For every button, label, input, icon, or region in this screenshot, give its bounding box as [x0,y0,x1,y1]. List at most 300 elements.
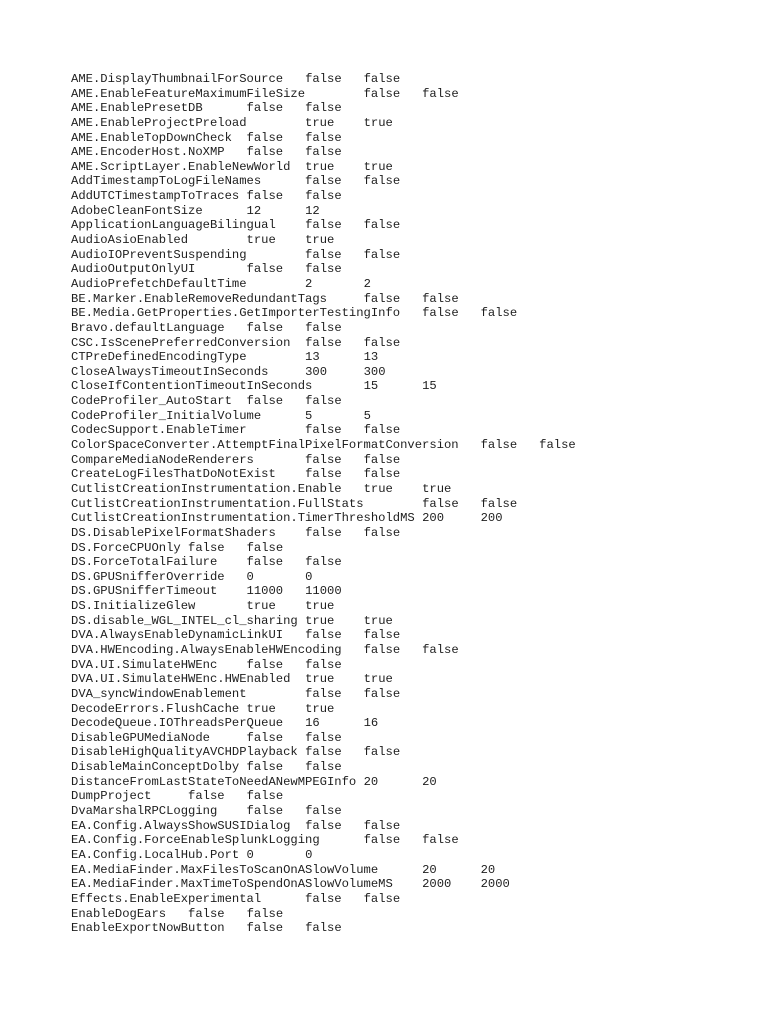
setting-row [71,526,751,541]
setting-default: 5 [363,408,371,423]
tab-gap [247,687,306,701]
setting-value: false [246,130,284,145]
setting-row [71,365,751,380]
setting-default: false [363,335,401,350]
tab-gap [334,672,363,686]
tab-gap [283,321,305,335]
setting-row [71,599,751,614]
setting-value: false [305,247,342,262]
tab-gap [239,702,246,716]
tab-gap [276,467,305,481]
tab-gap [195,262,246,276]
tab-gap [217,804,246,818]
tab-gap [334,116,363,130]
setting-value: true [305,672,335,687]
tab-gap [283,72,305,86]
setting-default: false [305,189,342,204]
tab-gap [276,702,305,716]
setting-row [71,760,751,775]
setting-default: 20 [480,862,496,877]
setting-default: false [305,730,342,745]
setting-value: false [246,262,284,277]
setting-row [71,658,751,673]
setting-default: false [539,438,576,453]
tab-gap [320,716,364,730]
setting-value: 300 [305,364,328,379]
setting-default: 300 [363,364,386,379]
setting-row [71,745,751,760]
setting-row [71,716,751,731]
setting-key: CreateLogFilesThatDoNotExist [71,467,276,482]
setting-value: false [305,891,342,906]
tab-gap [342,892,364,906]
setting-value: false [363,86,401,101]
setting-default: false [246,906,284,921]
setting-value: 0 [246,847,254,862]
tab-gap [181,541,188,555]
setting-default: false [305,804,342,819]
setting-key: DVA.UI.SimulateHWEnc.HWEnabled [71,672,291,687]
setting-key: DS.InitializeGlew [71,599,196,614]
setting-row [71,804,751,819]
setting-value: false [305,174,342,189]
tab-gap [225,921,247,935]
setting-row [71,467,751,482]
setting-default: false [363,525,401,540]
tab-gap [320,833,364,847]
setting-default: 12 [305,203,320,218]
setting-value: true [246,599,276,614]
setting-key: DVA.UI.SimulateHWEnc [71,657,218,672]
tab-gap [320,350,364,364]
tab-gap [342,745,364,759]
tab-gap [342,628,364,642]
setting-default: true [363,613,393,628]
tab-gap [356,775,363,789]
setting-value: false [363,833,401,848]
setting-key: CodeProfiler_AutoStart [71,394,232,409]
tab-gap [247,350,306,364]
tab-gap [298,745,305,759]
tab-gap [276,218,305,232]
setting-key: AME.ScriptLayer.EnableNewWorld [71,159,291,174]
tab-gap [217,658,246,672]
setting-key: AME.DisplayThumbnailForSource [71,72,284,86]
setting-row [71,189,751,204]
settings-dump [71,72,751,936]
setting-row [71,877,751,892]
setting-key: EnableDogEars [71,906,167,921]
tab-gap [290,819,305,833]
setting-default: false [363,745,401,760]
setting-key: EA.MediaFinder.MaxTimeToSpendOnASlowVolumeMS [71,877,393,892]
setting-value: 12 [246,203,262,218]
setting-default: false [422,833,459,848]
tab-gap [378,379,422,393]
setting-default: false [305,262,342,277]
setting-key: AME.EnableFeatureMaximumFileSize [71,86,306,101]
setting-default: false [305,130,342,145]
tab-gap [217,555,246,569]
setting-default: 16 [363,716,379,731]
setting-default: false [480,496,518,511]
setting-default: false [363,686,401,701]
setting-value: 200 [422,511,445,526]
setting-default: false [363,891,401,906]
setting-value: false [305,452,342,467]
setting-row [71,350,751,365]
tab-gap [459,438,481,452]
setting-row [71,131,751,146]
setting-key: DS.DisablePixelFormatShaders [71,525,276,540]
setting-default: false [480,306,518,321]
tab-gap [342,423,364,437]
tab-gap [400,87,422,101]
setting-row [71,570,751,585]
setting-row [71,248,751,263]
setting-key: BE.Media.GetProperties.GetImporterTestingInfo [71,306,401,321]
setting-row [71,87,751,102]
setting-value: false [422,496,459,511]
tab-gap [217,584,246,598]
setting-key: AME.EncoderHost.NoXMP [71,145,225,160]
setting-value: true [246,233,276,248]
setting-default: false [305,101,342,116]
setting-row [71,614,751,629]
setting-value: true [305,115,335,130]
setting-row [71,921,751,936]
tab-gap [451,877,480,891]
setting-key: DVA.AlwaysEnableDynamicLinkUI [71,628,284,643]
setting-row [71,775,751,790]
tab-gap [232,131,247,145]
setting-row [71,672,751,687]
tab-gap [342,72,364,86]
setting-value: false [305,218,342,233]
setting-value: 16 [305,716,320,731]
setting-key: BE.Marker.EnableRemoveRedundantTags [71,291,327,306]
setting-row [71,848,751,863]
setting-value: 5 [305,408,313,423]
setting-value: 11000 [246,584,284,599]
tab-gap [459,306,481,320]
setting-value: 0 [246,569,254,584]
tab-gap [283,145,305,159]
setting-value: false [246,189,284,204]
tab-gap [393,482,422,496]
tab-gap [232,394,247,408]
setting-row [71,789,751,804]
setting-default: false [305,657,342,672]
tab-gap [342,482,364,496]
setting-default: true [305,599,335,614]
setting-row [71,833,751,848]
setting-default: false [363,72,401,86]
setting-default: 2 [363,276,371,291]
tab-gap [151,789,188,803]
setting-default: false [363,174,401,189]
tab-gap [283,628,305,642]
setting-default: false [363,218,401,233]
tab-gap [327,365,364,379]
tab-gap [239,189,246,203]
setting-row [71,218,751,233]
tab-gap [283,131,305,145]
tab-gap [283,921,305,935]
setting-value: false [480,438,518,453]
setting-default: true [305,701,335,716]
tab-gap [268,365,305,379]
setting-row [71,336,751,351]
tab-gap [342,687,364,701]
tab-gap [283,101,305,115]
setting-key: AME.EnablePresetDB [71,101,203,116]
setting-default: true [363,672,393,687]
setting-key: CutlistCreationInstrumentation.Enable [71,481,342,496]
setting-default: false [422,642,459,657]
tab-gap [225,789,247,803]
setting-key: DumpProject [71,789,152,804]
tab-gap [225,541,247,555]
setting-key: CodeProfiler_InitialVolume [71,408,262,423]
tab-gap [312,277,363,291]
setting-key: DS.GPUSnifferTimeout [71,584,218,599]
setting-key: AdobeCleanFontSize [71,203,203,218]
tab-gap [210,731,247,745]
tab-gap [203,204,247,218]
setting-default: 2000 [480,877,510,892]
setting-row [71,497,751,512]
setting-value: false [246,730,284,745]
setting-key: DVA.HWEncoding.AlwaysEnableHWEncoding [71,642,342,657]
setting-value: false [246,657,284,672]
setting-default: 15 [422,379,437,394]
tab-gap [342,526,364,540]
tab-gap [312,379,363,393]
tab-gap [239,760,246,774]
setting-default: false [246,540,284,555]
setting-value: false [246,145,284,160]
setting-default: true [363,115,393,130]
tab-gap [254,848,305,862]
setting-row [71,292,751,307]
setting-value: false [188,789,225,804]
setting-key: Bravo.defaultLanguage [71,320,225,335]
tab-gap [342,819,364,833]
setting-value: false [246,394,284,409]
tab-gap [400,306,422,320]
tab-gap [444,511,481,525]
tab-gap [283,716,305,730]
tab-gap [312,409,363,423]
setting-value: false [305,467,342,482]
setting-value: true [305,613,335,628]
setting-default: false [305,760,342,775]
tab-gap [254,453,305,467]
setting-row [71,409,751,424]
tab-gap [342,336,364,350]
setting-key: DS.disable_WGL_INTEL_cl_sharing [71,613,298,628]
tab-gap [459,497,481,511]
setting-row [71,863,751,878]
tab-gap [225,570,247,584]
tab-gap [342,218,364,232]
setting-value: false [246,760,284,775]
setting-row [71,687,751,702]
setting-default: false [363,452,401,467]
tab-gap [517,438,539,452]
setting-key: AddUTCTimestampToTraces [71,189,240,204]
setting-key: CompareMediaNodeRenderers [71,452,254,467]
setting-key: EA.Config.LocalHub.Port [71,847,240,862]
setting-value: false [305,72,342,86]
tab-gap [276,526,305,540]
setting-value: false [305,335,342,350]
setting-value: true [363,481,393,496]
tab-gap [195,599,246,613]
setting-value: 2000 [422,877,452,892]
setting-row [71,321,751,336]
setting-key: DecodeErrors.FlushCache [71,701,240,716]
setting-row [71,819,751,834]
tab-gap [334,160,363,174]
setting-row [71,482,751,497]
setting-value: 20 [363,774,379,789]
tab-gap [203,101,247,115]
tab-gap [290,336,305,350]
tab-gap [342,453,364,467]
setting-value: false [246,320,284,335]
setting-row [71,262,751,277]
setting-value: false [188,906,225,921]
setting-key: AudioOutputOnlyUI [71,262,196,277]
tab-gap [247,423,306,437]
setting-value: false [305,818,342,833]
setting-value: 20 [422,862,437,877]
setting-row [71,511,751,526]
setting-row [71,643,751,658]
setting-default: false [363,247,401,262]
setting-default: false [363,628,401,643]
setting-default: 0 [305,569,313,584]
setting-row [71,453,751,468]
setting-value: 2 [305,276,313,291]
setting-key: DisableGPUMediaNode [71,730,210,745]
tab-gap [276,599,305,613]
setting-key: AudioAsioEnabled [71,233,189,248]
setting-default: false [363,423,401,438]
tab-gap [225,145,247,159]
setting-key: CutlistCreationInstrumentation.TimerThresholdMS [71,511,415,526]
setting-key: AddTimestampToLogFileNames [71,174,262,189]
setting-value: false [188,540,225,555]
setting-row [71,394,751,409]
setting-row [71,379,751,394]
tab-gap [327,292,364,306]
setting-key: AudioIOPreventSuspending [71,247,247,262]
setting-row [71,892,751,907]
setting-default: true [305,233,335,248]
setting-default: 20 [422,774,437,789]
setting-row [71,72,751,87]
setting-row [71,101,751,116]
tab-gap [342,248,364,262]
setting-default: false [363,467,401,482]
tab-gap [400,292,422,306]
setting-row [71,174,751,189]
setting-key: CutlistCreationInstrumentation.FullStats [71,496,364,511]
setting-key: DS.ForceCPUOnly [71,540,181,555]
setting-row [71,702,751,717]
tab-gap [283,658,305,672]
setting-key: DvaMarshalRPCLogging [71,804,218,819]
setting-value: false [246,101,284,116]
setting-row [71,628,751,643]
setting-default: false [246,789,284,804]
tab-gap [239,848,246,862]
tab-gap [225,321,247,335]
setting-value: false [363,291,401,306]
setting-default: false [363,818,401,833]
setting-value: 13 [305,350,320,365]
tab-gap [261,204,305,218]
setting-value: false [246,804,284,819]
tab-gap [393,877,422,891]
tab-gap [247,248,306,262]
setting-value: false [422,306,459,321]
setting-row [71,204,751,219]
setting-key: DistanceFromLastStateToNeedANewMPEGInfo [71,774,357,789]
setting-row [71,907,751,922]
tab-gap [261,409,305,423]
setting-default: false [305,394,342,409]
setting-key: DVA_syncWindowEnablement [71,686,247,701]
setting-default: 200 [480,511,503,526]
setting-value: true [305,159,335,174]
setting-value: false [305,628,342,643]
tab-gap [283,189,305,203]
setting-default: 0 [305,847,313,862]
setting-default: false [305,921,342,936]
tab-gap [305,87,364,101]
setting-key: Effects.EnableExperimental [71,891,262,906]
setting-row [71,233,751,248]
tab-gap [290,672,305,686]
setting-default: true [422,481,452,496]
tab-gap [415,511,422,525]
setting-value: false [305,686,342,701]
setting-value: false [305,745,342,760]
setting-key: CloseIfContentionTimeoutInSeconds [71,379,313,394]
tab-gap [400,643,422,657]
setting-row [71,145,751,160]
setting-key: EA.MediaFinder.MaxFilesToScanOnASlowVolume [71,862,379,877]
setting-row [71,584,751,599]
setting-row [71,555,751,570]
tab-gap [247,277,306,291]
setting-row [71,423,751,438]
setting-key: DisableMainConceptDolby [71,760,240,775]
tab-gap [283,555,305,569]
tab-gap [247,116,306,130]
setting-key: EA.Config.ForceEnableSplunkLogging [71,833,320,848]
setting-default: false [305,145,342,160]
setting-key: ColorSpaceConverter.AttemptFinalPixelFormatConversion [71,438,459,453]
setting-row [71,160,751,175]
setting-default: 11000 [305,584,342,599]
setting-default: false [422,291,459,306]
setting-key: DS.ForceTotalFailure [71,555,218,570]
